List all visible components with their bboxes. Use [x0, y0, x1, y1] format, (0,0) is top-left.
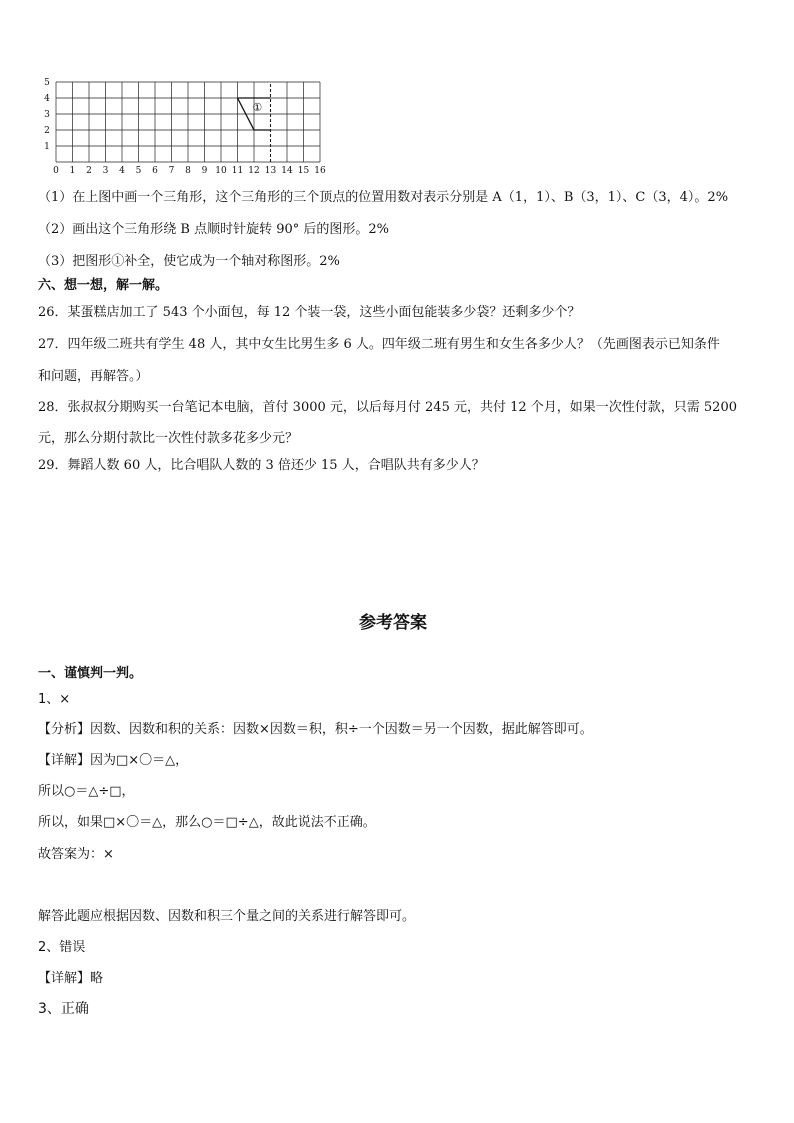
- x-tick-label: 10: [215, 166, 227, 176]
- x-tick-label: 0: [53, 166, 59, 176]
- question-25-part-3: （3）把图形①补全，使它成为一个轴对称图形。2%: [38, 254, 340, 269]
- x-tick-label: 16: [314, 166, 326, 176]
- question-26: 26．某蛋糕店加工了 543 个小面包，每 12 个装一袋，这些小面包能装多少袋？还剩多少个？: [38, 305, 581, 320]
- answer-1-line-2: 所以○＝△÷□，: [38, 784, 135, 799]
- question-27-line-2: 和问题，再解答。）: [38, 369, 149, 384]
- x-tick-label: 8: [185, 166, 191, 176]
- x-tick-label: 4: [119, 166, 125, 176]
- question-25-part-2: （2）画出这个三角形绕 B 点顺时针旋转 90° 后的图形。2%: [38, 222, 390, 237]
- answer-2-number: 2、错误: [38, 940, 86, 955]
- answer-3-number: 3、正确: [38, 1001, 89, 1017]
- answer-1-final: 故答案为：×: [38, 847, 114, 862]
- question-28-line-2: 元，那么分期付款比一次性付款多花多少元？: [38, 431, 299, 446]
- x-tick-label: 1: [69, 166, 76, 176]
- y-tick-label: 5: [44, 78, 50, 88]
- x-tick-label: 13: [264, 166, 277, 176]
- question-29: 29．舞蹈人数 60 人，比合唱队人数的 3 倍还少 15 人，合唱队共有多少人？: [38, 458, 485, 473]
- answer-1-note: 解答此题应根据因数、因数和积三个量之间的关系进行解答即可。: [38, 909, 416, 924]
- answer-1-number: 1、×: [38, 692, 71, 707]
- x-tick-label: 2: [86, 166, 92, 176]
- answer-2-detail: 【详解】略: [38, 971, 104, 986]
- x-tick-label: 12: [248, 166, 260, 176]
- answer-1-analysis: 【分析】因数、因数和积的关系：因数×因数＝积，积÷一个因数＝另一个因数，据此解答即可。: [38, 722, 593, 737]
- x-tick-label: 15: [297, 166, 310, 176]
- question-28-line-1: 28．张叔叔分期购买一台笔记本电脑，首付 3000 元，以后每月付 245 元，共付 12 个月，如果一次性付款，只需 5200: [38, 400, 737, 415]
- x-tick-label: 11: [231, 166, 244, 176]
- question-27-line-1: 27．四年级二班共有学生 48 人，其中女生比男生多 6 人。四年级二班有男生和女生各多少人？（先画图表示已知条件: [38, 337, 720, 352]
- x-tick-label: 6: [152, 166, 158, 176]
- answers-title: 参考答案: [359, 613, 427, 633]
- x-tick-label: 9: [201, 166, 208, 176]
- x-tick-label: 7: [168, 166, 175, 176]
- answers-section-1-heading: 一、谨慎判一判。: [38, 666, 143, 681]
- y-tick-label: 3: [44, 110, 50, 120]
- answer-1-line-3: 所以，如果□×〇＝△，那么○＝□÷△，故此说法不正确。: [38, 815, 376, 830]
- shape-1-label: ①: [252, 100, 263, 114]
- coordinate-grid-figure: [38, 78, 328, 178]
- x-tick-label: 3: [102, 166, 109, 176]
- section-6-heading: 六、想一想，解一解。: [38, 278, 169, 293]
- x-tick-label: 14: [281, 166, 293, 176]
- y-tick-label: 1: [44, 142, 50, 152]
- y-tick-label: 4: [44, 94, 50, 104]
- answer-1-detail: 【详解】因为□×〇＝△，: [38, 753, 189, 768]
- question-25-part-1: （1）在上图中画一个三角形，这个三角形的三个顶点的位置用数对表示分别是 A（1，1）、B（3，1）、C（3，4）。2%: [38, 190, 729, 205]
- x-tick-label: 5: [135, 166, 142, 176]
- y-tick-label: 2: [44, 126, 50, 136]
